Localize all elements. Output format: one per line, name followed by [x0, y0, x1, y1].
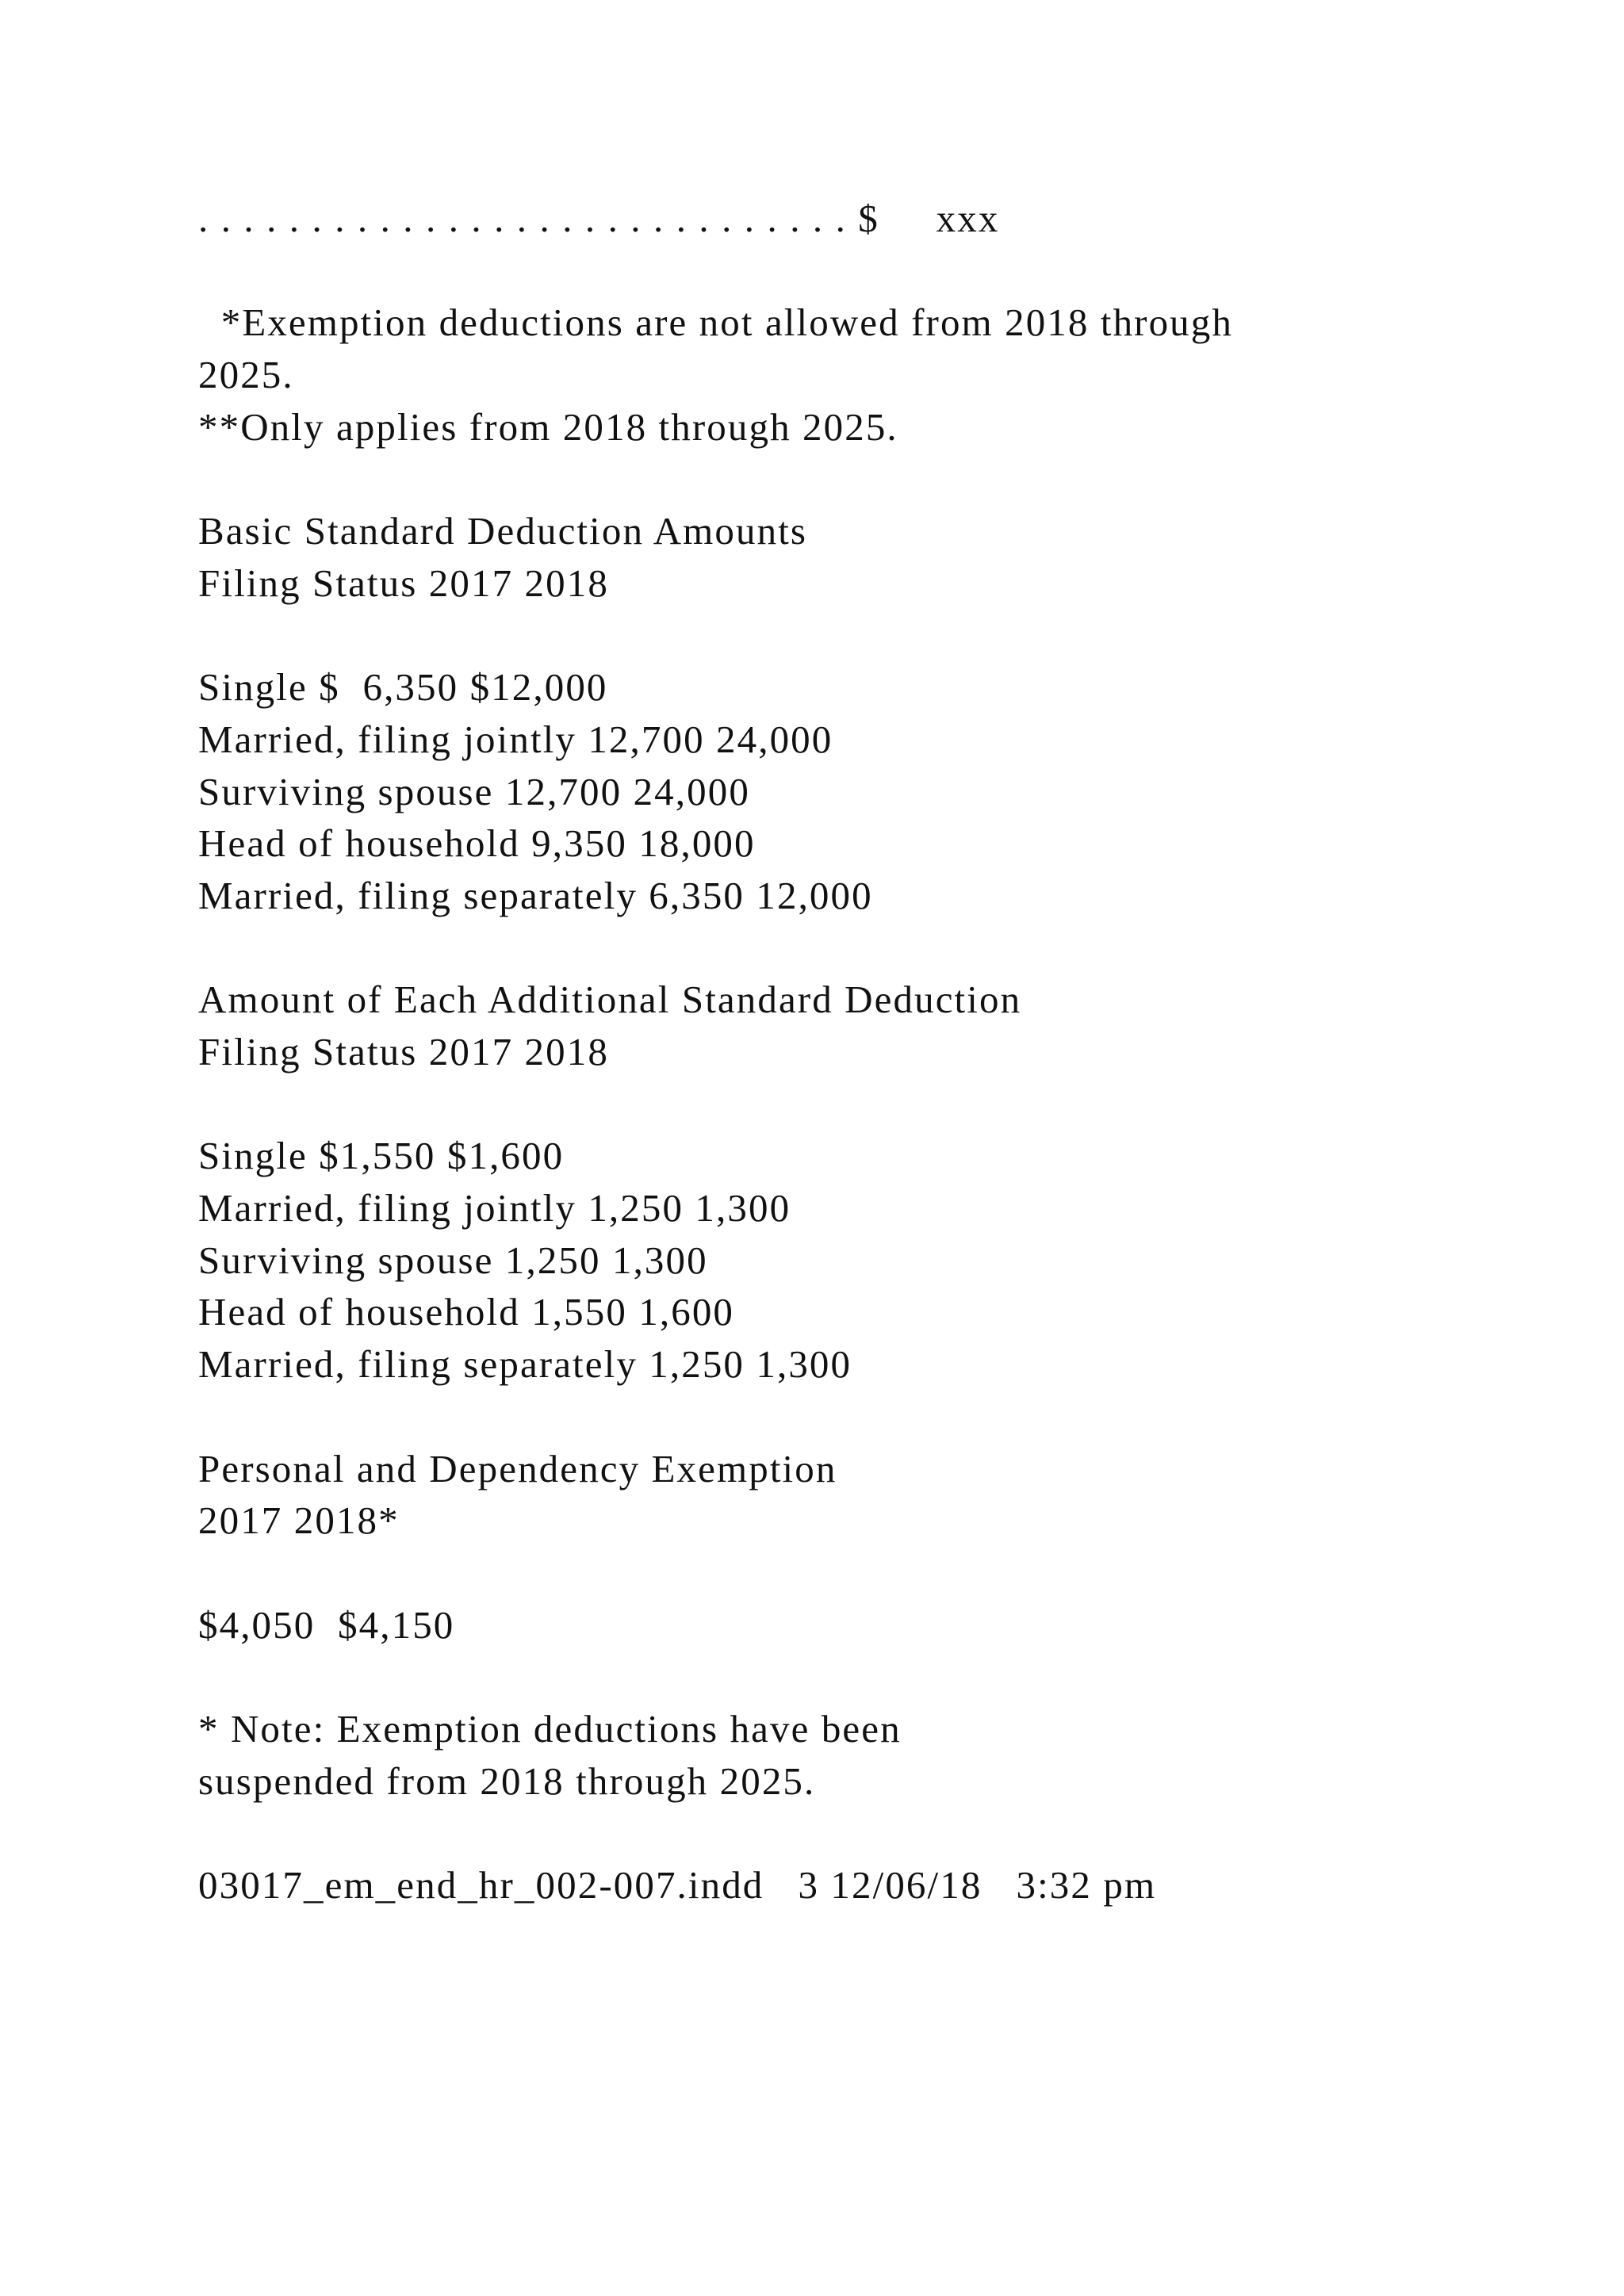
- leader-dots-line: . . . . . . . . . . . . . . . . . . . . . . . . . . . . . $ xxx: [198, 197, 1000, 240]
- basic-standard-header: Filing Status 2017 2018: [198, 561, 609, 605]
- exemption-values: $4,050 $4,150: [198, 1602, 455, 1647]
- additional-standard-title: Amount of Each Additional Standard Deduction: [198, 978, 1022, 1022]
- spacer: [198, 1078, 1594, 1131]
- spacer: [198, 1651, 1594, 1703]
- document-body: [198, 193, 1594, 1911]
- spacer: [198, 922, 1594, 974]
- exemption-footnote-line-1: *Exemption deductions are not allowed from 2018 through: [198, 300, 1233, 345]
- exemption-header: 2017 2018*: [198, 1498, 400, 1543]
- additional-standard-row: Married, filing separately 1,250 1,300: [198, 1342, 852, 1387]
- note-line-2: suspended from 2018 through 2025.: [198, 1758, 816, 1803]
- spacer: [198, 1391, 1594, 1443]
- spacer: [198, 453, 1594, 505]
- additional-standard-row: Married, filing jointly 1,250 1,300: [198, 1186, 791, 1230]
- exemption-title: Personal and Dependency Exemption: [198, 1446, 837, 1490]
- spacer: [198, 1547, 1594, 1599]
- basic-standard-row: Married, filing jointly 12,700 24,000: [198, 717, 833, 761]
- additional-standard-row: Head of household 1,550 1,600: [198, 1290, 735, 1334]
- basic-standard-row: Head of household 9,350 18,000: [198, 821, 756, 866]
- note-line-1: * Note: Exemption deductions have been: [198, 1706, 902, 1751]
- basic-standard-row: Surviving spouse 12,700 24,000: [198, 769, 750, 813]
- indd-slug-line: 03017_em_end_hr_002-007.indd 3 12/06/18 3:32 pm: [198, 1863, 1157, 1907]
- spacer: [198, 245, 1594, 297]
- spacer: [198, 1807, 1594, 1859]
- additional-standard-row: Surviving spouse 1,250 1,300: [198, 1238, 708, 1282]
- basic-standard-row: Single $ 6,350 $12,000: [198, 665, 608, 710]
- basic-standard-title: Basic Standard Deduction Amounts: [198, 509, 808, 553]
- basic-standard-row: Married, filing separately 6,350 12,000: [198, 873, 873, 917]
- spacer: [198, 610, 1594, 662]
- exemption-footnote-line-2: 2025.: [198, 353, 294, 397]
- only-applies-footnote: **Only applies from 2018 through 2025.: [198, 404, 898, 449]
- additional-standard-row: Single $1,550 $1,600: [198, 1134, 565, 1178]
- additional-standard-header: Filing Status 2017 2018: [198, 1030, 609, 1073]
